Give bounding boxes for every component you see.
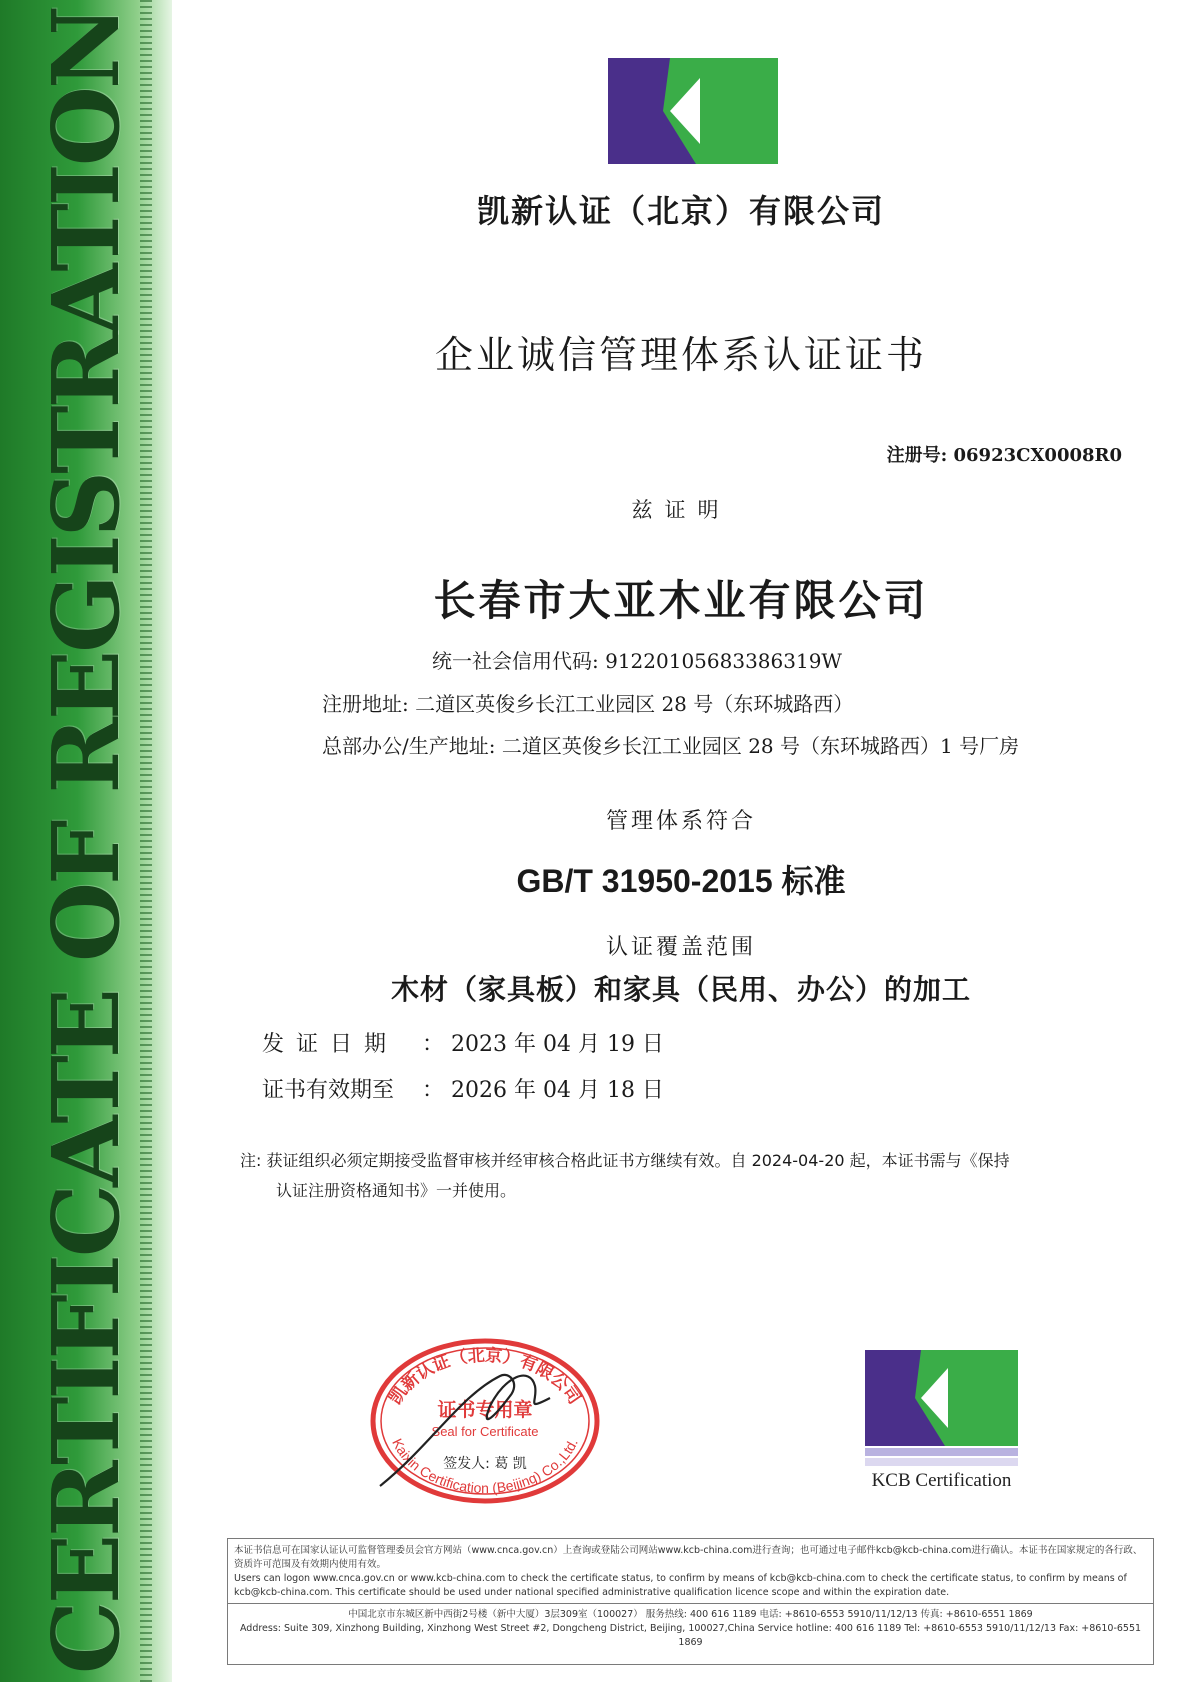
seal-center-cn: 证书专用章 <box>437 1399 533 1421</box>
note-line-2: 认证注册资格通知书》一并使用。 <box>276 1181 517 1200</box>
valid-date-row <box>262 1073 664 1104</box>
hq-address: 总部办公/生产地址: 二道区英俊乡长江工业园区 28 号（东环城路西）1 号厂房 <box>322 734 1020 758</box>
valid-date-value: ： 2026 年 04 月 18 日 <box>422 1078 664 1103</box>
kcb-label: KCB Certification <box>871 1470 1012 1491</box>
footer-verify <box>228 1539 1153 1603</box>
seal-ring-text: 凯新认证（北京）有限公司 <box>385 1345 585 1409</box>
side-band <box>0 0 172 1682</box>
seal-center-en: Seal for Certificate <box>431 1424 539 1439</box>
scope-label: 认证覆盖范围 <box>605 935 756 960</box>
note-line-1: 注: 获证组织必须定期接受监督审核并经审核合格此证书方继续有效。自 2024-04-20 起，本证书需与《保持 <box>240 1151 1010 1170</box>
footer-box <box>227 1538 1154 1665</box>
footer-en-verify: Users can logon www.cnca.gov.cn or www.kcb-china.com to check the certificate status, to confirm by means of kcb@kcb-china.com to check the certificate status, to confirm by means of kcb@kcb-china.com. This certificate should be used under national specified administrative qualification licence scope and within the expiration date. <box>234 1573 1127 1598</box>
standard-suffix: 标准 <box>781 862 846 900</box>
valid-date-label: 证书有效期至 <box>262 1078 395 1103</box>
hereby-certify: 兹证明 <box>631 498 731 522</box>
standard-code: GB/T 31950-2015 <box>516 863 773 899</box>
scope-text: 木材（家具板）和家具（民用、办公）的加工 <box>390 973 971 1006</box>
footer-address <box>228 1603 1153 1654</box>
registration-number: 注册号: 06923CX0008R0 <box>886 445 1122 466</box>
note <box>240 1146 1090 1206</box>
logo-pale-stripe <box>865 1458 1018 1466</box>
issuer-name: 凯新认证（北京）有限公司 <box>476 192 885 230</box>
standard-line <box>172 856 1190 902</box>
credit-code: 统一社会信用代码: 91220105683386319W <box>432 649 842 673</box>
registered-address: 注册地址: 二道区英俊乡长江工业园区 28 号（东环城路西） <box>322 692 854 716</box>
issue-date-value: ： 2023 年 04 月 19 日 <box>422 1032 664 1057</box>
footer-en-address: Address: Suite 309, Xinzhong Building, Xinzhong West Street #2, Dongcheng District, Beijing, 100027,China Service hotline: 400 616 1189 Tel: +8610-6553 5910/11/12/13 Fax: +8610-6551 1869 <box>239 1623 1142 1648</box>
seal-signer: 签发人: 葛 凯 <box>443 1456 527 1472</box>
kcb-logo-top <box>608 58 778 164</box>
company-seal <box>360 1336 610 1506</box>
certificate-title: 企业诚信管理体系认证证书 <box>434 333 927 377</box>
issue-date-row <box>262 1027 664 1058</box>
side-band-rail <box>140 0 152 1682</box>
kcb-logo-bottom <box>865 1350 1018 1468</box>
standard-label: 管理体系符合 <box>605 809 756 834</box>
seal-ring-en: Kaixin Certification (Beijing) Co.,Ltd. <box>389 1435 581 1496</box>
issue-date-label: 发证日期 <box>262 1032 399 1057</box>
footer-cn-address: 中国北京市东城区新中西街2号楼（新中大厦）3层309室（100027） 服务热线: 400 616 1189 电话: +8610-6553 5910/11/12/13 传真: +8610-6551 1869 <box>348 1609 1033 1620</box>
logo-light-stripe <box>865 1448 1018 1456</box>
footer-cn-verify: 本证书信息可在国家认证认可监督管理委员会官方网站（www.cnca.gov.cn）上查询或登陆公司网站www.kcb-china.com进行查询；也可通过电子邮件kcb@kcb-china.com进行确认。本证书在国家规定的各行政、资质许可范围及有效期内使用有效。 <box>234 1545 1143 1570</box>
side-band-title: CERTIFICATE OF REGISTRATION <box>32 7 140 1675</box>
organization-name: 长春市大亚木业有限公司 <box>433 576 929 625</box>
